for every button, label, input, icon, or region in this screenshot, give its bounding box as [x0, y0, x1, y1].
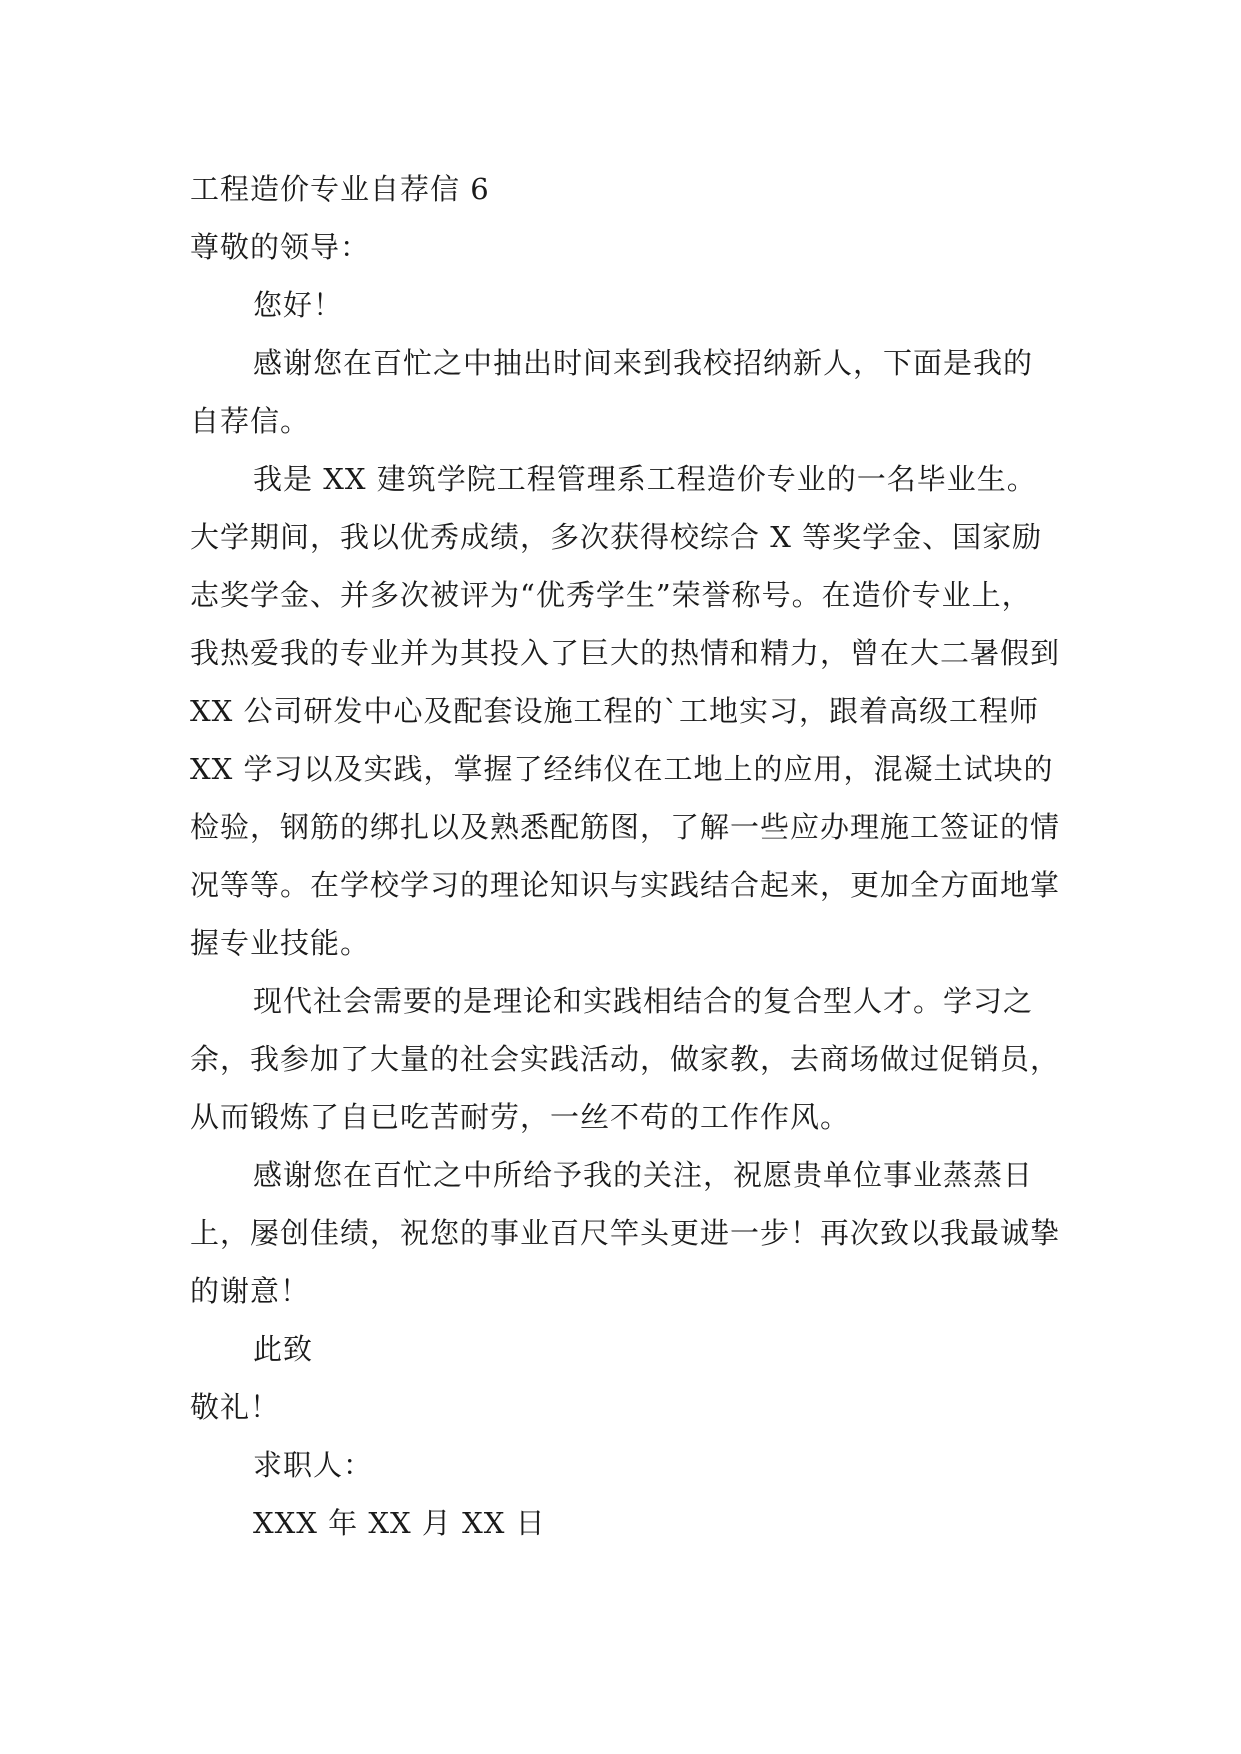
greeting: 您好！: [253, 288, 344, 322]
paragraph-practice: 现代社会需要的是理论和实践相结合的复合型人才。学习之余，我参加了大量的社会实践活动，做家教，去商场做过促销员，从而锻炼了自已吃苦耐劳，一丝不苟的工作作风。: [190, 984, 1061, 1134]
paragraph-intro: 感谢您在百忙之中抽出时间来到我校招纳新人，下面是我的自荐信。: [190, 346, 1034, 438]
letter-date: XXX 年 XX 月 XX 日: [253, 1506, 546, 1540]
paragraph-background: 我是 XX 建筑学院工程管理系工程造价专业的一名毕业生。大学期间，我以优秀成绩，多次获得校综合 X 等奖学金、国家励志奖学金、并多次被评为“优秀学生”荣誉称号。在造价专业上，我热爱我的专业并为其投入了巨大的热情和精力，曾在大二暑假到 XX 公司研发中心及配套设施工程的`工地实习，跟着高级工程师 XX 学习以及实践，掌握了经纬仪在工地上的应用，混凝土试块的检验，钢筋的绑扎以及熟悉配筋图，了解一些应办理施工签证的情况等等。在学校学习的理论知识与实践结合起来，更加全方面地掌握专业技能。: [190, 462, 1061, 960]
salutation: 尊敬的领导：: [190, 230, 371, 264]
document-title: 工程造价专业自荐信 6: [190, 172, 490, 206]
closing-ci-zhi: 此致: [253, 1332, 314, 1366]
closing-jing-li: 敬礼！: [190, 1390, 281, 1424]
letter-body: [190, 160, 1060, 1552]
signature-label: 求职人：: [253, 1448, 374, 1482]
paragraph-thanks: 感谢您在百忙之中所给予我的关注，祝愿贵单位事业蒸蒸日上，屡创佳绩，祝您的事业百尺竿头更进一步！再次致以我最诚挚的谢意！: [190, 1158, 1061, 1308]
